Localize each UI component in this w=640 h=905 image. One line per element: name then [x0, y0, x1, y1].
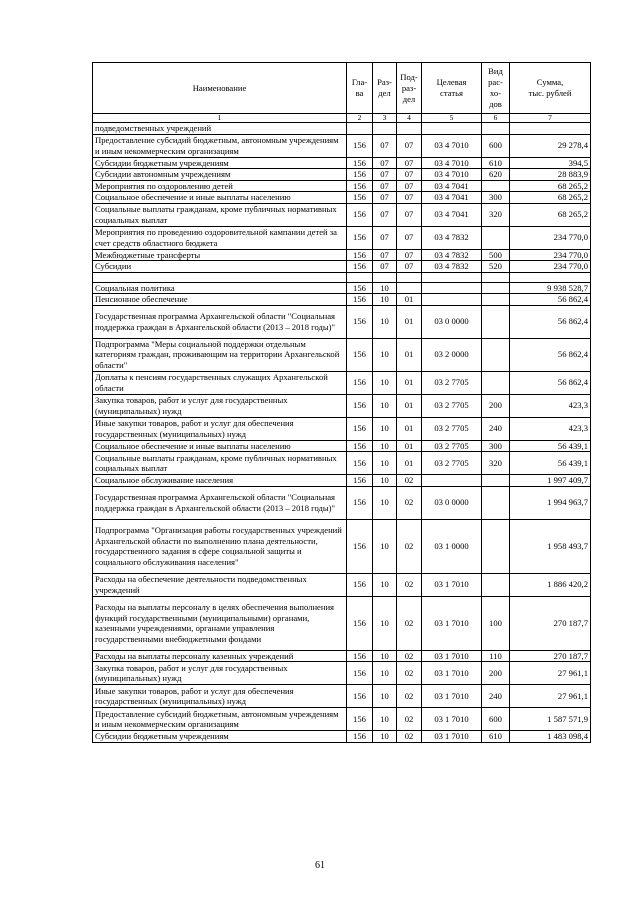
table-row — [93, 708, 591, 731]
row-expense-type — [482, 486, 510, 519]
row-amount: 28 883,9 — [510, 169, 591, 181]
table-row — [93, 662, 591, 685]
column-number: 2 — [347, 114, 373, 123]
row-chapter — [347, 272, 373, 282]
page-number: 61 — [315, 860, 325, 871]
row-expense-type: 500 — [482, 249, 510, 261]
row-target: 03 4 7041 — [422, 203, 482, 226]
row-amount: 1 886 420,2 — [510, 573, 591, 596]
row-amount: 1 483 098,4 — [510, 731, 591, 743]
row-expense-type: 610 — [482, 731, 510, 743]
table-row — [93, 685, 591, 708]
row-target: 03 1 7010 — [422, 573, 482, 596]
row-amount: 9 938 528,7 — [510, 282, 591, 294]
row-section: 10 — [373, 685, 397, 708]
row-target: 03 4 7041 — [422, 192, 482, 204]
row-name: Доплаты к пенсиям государственных служащих Архангельской области — [93, 371, 347, 394]
row-target: 03 4 7041 — [422, 180, 482, 192]
row-chapter: 156 — [347, 486, 373, 519]
row-subsection: 01 — [397, 440, 422, 452]
row-section — [373, 272, 397, 282]
row-amount: 423,3 — [510, 394, 591, 417]
row-subsection: 02 — [397, 685, 422, 708]
row-chapter: 156 — [347, 475, 373, 487]
table-row — [93, 731, 591, 743]
row-name: Иные закупки товаров, работ и услуг для обеспечения государственных (муниципальных) нужд — [93, 685, 347, 708]
row-target — [422, 294, 482, 306]
row-section: 07 — [373, 203, 397, 226]
row-target: 03 2 0000 — [422, 338, 482, 371]
row-section: 10 — [373, 338, 397, 371]
row-subsection: 07 — [397, 169, 422, 181]
row-name — [93, 272, 347, 282]
row-amount: 68 265,2 — [510, 203, 591, 226]
row-subsection: 02 — [397, 573, 422, 596]
row-name: Субсидии бюджетным учреждениям — [93, 157, 347, 169]
row-section: 10 — [373, 662, 397, 685]
row-target: 03 1 7010 — [422, 731, 482, 743]
row-target: 03 1 7010 — [422, 685, 482, 708]
table-row — [93, 452, 591, 475]
row-name: Подпрограмма "Меры социальной поддержки отдельным категориям граждан, проживающим на территории Архангельской области" — [93, 338, 347, 371]
row-subsection — [397, 282, 422, 294]
row-name: Социальные выплаты гражданам, кроме публичных нормативных социальных выплат — [93, 452, 347, 475]
row-chapter: 156 — [347, 294, 373, 306]
column-number: 3 — [373, 114, 397, 123]
row-subsection — [397, 272, 422, 282]
row-chapter: 156 — [347, 662, 373, 685]
header-target: Целевая статья — [422, 63, 482, 114]
row-chapter: 156 — [347, 731, 373, 743]
column-number: 1 — [93, 114, 347, 123]
row-subsection: 02 — [397, 475, 422, 487]
row-chapter: 156 — [347, 417, 373, 440]
table-row — [93, 417, 591, 440]
row-subsection: 02 — [397, 486, 422, 519]
row-target — [422, 123, 482, 135]
table-row — [93, 249, 591, 261]
row-subsection: 01 — [397, 338, 422, 371]
row-subsection: 01 — [397, 452, 422, 475]
row-name: подведомственных учреждений — [93, 123, 347, 135]
row-target: 03 1 7010 — [422, 708, 482, 731]
row-chapter: 156 — [347, 180, 373, 192]
row-expense-type: 200 — [482, 394, 510, 417]
table-row — [93, 169, 591, 181]
row-section: 07 — [373, 261, 397, 273]
row-subsection — [397, 123, 422, 135]
row-amount: 29 278,4 — [510, 134, 591, 157]
row-target: 03 1 7010 — [422, 662, 482, 685]
row-name: Государственная программа Архангельской области "Социальная поддержка граждан в Архангельской области (2013 – 2018 годы)" — [93, 486, 347, 519]
row-subsection: 07 — [397, 134, 422, 157]
row-section: 10 — [373, 282, 397, 294]
row-name: Предоставление субсидий бюджетным, автономным учреждениям и иным некоммерческим организациям — [93, 708, 347, 731]
row-target — [422, 475, 482, 487]
row-chapter: 156 — [347, 249, 373, 261]
row-section: 07 — [373, 134, 397, 157]
row-amount: 1 994 963,7 — [510, 486, 591, 519]
row-chapter: 156 — [347, 573, 373, 596]
row-chapter — [347, 123, 373, 135]
row-name: Субсидии — [93, 261, 347, 273]
row-name: Государственная программа Архангельской области "Социальная поддержка граждан в Архангельской области (2013 – 2018 годы)" — [93, 305, 347, 338]
row-subsection: 07 — [397, 249, 422, 261]
row-section: 10 — [373, 417, 397, 440]
table-row — [93, 371, 591, 394]
row-subsection: 07 — [397, 157, 422, 169]
row-section: 10 — [373, 394, 397, 417]
row-amount: 27 961,1 — [510, 662, 591, 685]
row-expense-type: 600 — [482, 708, 510, 731]
row-amount: 56 862,4 — [510, 371, 591, 394]
column-number: 6 — [482, 114, 510, 123]
row-expense-type — [482, 573, 510, 596]
row-section: 10 — [373, 305, 397, 338]
row-name: Закупка товаров, работ и услуг для государственных (муниципальных) нужд — [93, 662, 347, 685]
row-expense-type: 200 — [482, 662, 510, 685]
row-target: 03 4 7010 — [422, 134, 482, 157]
table-row — [93, 192, 591, 204]
row-expense-type: 320 — [482, 203, 510, 226]
row-subsection: 02 — [397, 708, 422, 731]
row-section: 10 — [373, 371, 397, 394]
table-row — [93, 338, 591, 371]
table-row — [93, 486, 591, 519]
row-subsection: 01 — [397, 371, 422, 394]
row-expense-type: 240 — [482, 417, 510, 440]
row-chapter: 156 — [347, 452, 373, 475]
row-expense-type — [482, 180, 510, 192]
row-section: 07 — [373, 169, 397, 181]
row-target: 03 4 7832 — [422, 249, 482, 261]
row-subsection: 01 — [397, 417, 422, 440]
row-name: Расходы на выплаты персоналу казенных учреждений — [93, 650, 347, 662]
table-row — [93, 294, 591, 306]
row-amount: 1 997 409,7 — [510, 475, 591, 487]
row-expense-type — [482, 371, 510, 394]
row-amount: 68 265,2 — [510, 180, 591, 192]
row-subsection: 07 — [397, 261, 422, 273]
row-amount: 423,3 — [510, 417, 591, 440]
row-amount: 56 862,4 — [510, 294, 591, 306]
table-row — [93, 596, 591, 650]
row-target: 03 4 7832 — [422, 226, 482, 249]
row-chapter: 156 — [347, 282, 373, 294]
row-chapter: 156 — [347, 519, 373, 573]
table-body — [93, 123, 591, 743]
row-expense-type: 110 — [482, 650, 510, 662]
row-chapter: 156 — [347, 134, 373, 157]
row-target: 03 2 7705 — [422, 417, 482, 440]
row-expense-type — [482, 294, 510, 306]
row-target: 03 1 7010 — [422, 650, 482, 662]
row-subsection: 02 — [397, 596, 422, 650]
row-target: 03 4 7832 — [422, 261, 482, 273]
table-row — [93, 305, 591, 338]
row-amount — [510, 123, 591, 135]
row-subsection: 01 — [397, 394, 422, 417]
row-chapter: 156 — [347, 157, 373, 169]
row-name: Социальные выплаты гражданам, кроме публичных нормативных социальных выплат — [93, 203, 347, 226]
row-section: 07 — [373, 180, 397, 192]
table-row — [93, 519, 591, 573]
row-target: 03 2 7705 — [422, 440, 482, 452]
row-target: 03 0 0000 — [422, 305, 482, 338]
table-row — [93, 650, 591, 662]
row-name: Пенсионное обеспечение — [93, 294, 347, 306]
header-section: Раз- дел — [373, 63, 397, 114]
row-chapter: 156 — [347, 226, 373, 249]
row-target: 03 0 0000 — [422, 486, 482, 519]
row-expense-type — [482, 475, 510, 487]
row-expense-type: 600 — [482, 134, 510, 157]
row-expense-type — [482, 338, 510, 371]
table-row — [93, 203, 591, 226]
header-expense-type: Вид рас- хо- дов — [482, 63, 510, 114]
table-row — [93, 272, 591, 282]
table-row — [93, 394, 591, 417]
table-row — [93, 440, 591, 452]
row-subsection: 07 — [397, 203, 422, 226]
row-name: Социальное обслуживание населения — [93, 475, 347, 487]
row-amount: 234 770,0 — [510, 261, 591, 273]
row-name: Иные закупки товаров, работ и услуг для обеспечения государственных (муниципальных) нужд — [93, 417, 347, 440]
row-section: 07 — [373, 157, 397, 169]
row-target — [422, 272, 482, 282]
row-name: Расходы на обеспечение деятельности подведомственных учреждений — [93, 573, 347, 596]
row-expense-type — [482, 282, 510, 294]
header-chapter: Гла- ва — [347, 63, 373, 114]
row-section: 10 — [373, 708, 397, 731]
table-row — [93, 261, 591, 273]
row-amount: 56 862,4 — [510, 305, 591, 338]
column-number-row — [93, 114, 591, 123]
row-subsection: 02 — [397, 519, 422, 573]
row-chapter: 156 — [347, 371, 373, 394]
row-subsection: 07 — [397, 180, 422, 192]
header-name: Наименование — [93, 63, 347, 114]
row-chapter: 156 — [347, 261, 373, 273]
table-row — [93, 475, 591, 487]
row-name: Мероприятия по проведению оздоровительной кампании детей за счет средств областного бюджета — [93, 226, 347, 249]
row-subsection: 01 — [397, 294, 422, 306]
row-chapter: 156 — [347, 708, 373, 731]
row-section: 10 — [373, 573, 397, 596]
row-subsection: 07 — [397, 226, 422, 249]
row-amount: 270 187,7 — [510, 596, 591, 650]
budget-table — [92, 62, 591, 743]
row-target: 03 2 7705 — [422, 371, 482, 394]
row-expense-type: 610 — [482, 157, 510, 169]
row-chapter: 156 — [347, 394, 373, 417]
row-expense-type — [482, 519, 510, 573]
row-chapter: 156 — [347, 338, 373, 371]
row-expense-type — [482, 305, 510, 338]
row-chapter: 156 — [347, 650, 373, 662]
row-section: 10 — [373, 486, 397, 519]
header-amount: Сумма, тыс. рублей — [510, 63, 591, 114]
row-chapter: 156 — [347, 685, 373, 708]
row-expense-type: 240 — [482, 685, 510, 708]
row-name: Социальное обеспечение и иные выплаты населению — [93, 440, 347, 452]
row-expense-type — [482, 272, 510, 282]
row-expense-type: 320 — [482, 452, 510, 475]
row-chapter: 156 — [347, 440, 373, 452]
row-name: Субсидии автономным учреждениям — [93, 169, 347, 181]
table-row — [93, 226, 591, 249]
row-amount: 68 265,2 — [510, 192, 591, 204]
row-expense-type — [482, 123, 510, 135]
row-amount: 56 439,1 — [510, 452, 591, 475]
row-section — [373, 123, 397, 135]
row-chapter: 156 — [347, 203, 373, 226]
row-target: 03 2 7705 — [422, 394, 482, 417]
row-subsection: 07 — [397, 192, 422, 204]
row-section: 10 — [373, 596, 397, 650]
table-row — [93, 123, 591, 135]
row-name: Предоставление субсидий бюджетным, автономным учреждениям и иным некоммерческим организациям — [93, 134, 347, 157]
row-name: Социальное обеспечение и иные выплаты населению — [93, 192, 347, 204]
row-target: 03 4 7010 — [422, 169, 482, 181]
row-section: 07 — [373, 192, 397, 204]
row-chapter: 156 — [347, 305, 373, 338]
row-section: 10 — [373, 519, 397, 573]
row-target: 03 1 7010 — [422, 596, 482, 650]
row-amount: 1 958 493,7 — [510, 519, 591, 573]
row-name: Мероприятия по оздоровлению детей — [93, 180, 347, 192]
row-section: 07 — [373, 226, 397, 249]
row-section: 10 — [373, 475, 397, 487]
row-subsection: 02 — [397, 731, 422, 743]
table-row — [93, 157, 591, 169]
row-target: 03 1 0000 — [422, 519, 482, 573]
row-target: 03 4 7010 — [422, 157, 482, 169]
row-amount: 1 587 571,9 — [510, 708, 591, 731]
row-expense-type: 620 — [482, 169, 510, 181]
row-name: Закупка товаров, работ и услуг для государственных (муниципальных) нужд — [93, 394, 347, 417]
row-amount: 27 961,1 — [510, 685, 591, 708]
row-amount: 234 770,0 — [510, 249, 591, 261]
table-row — [93, 282, 591, 294]
row-amount: 56 862,4 — [510, 338, 591, 371]
row-expense-type: 100 — [482, 596, 510, 650]
row-amount — [510, 272, 591, 282]
column-number: 5 — [422, 114, 482, 123]
row-section: 10 — [373, 294, 397, 306]
row-chapter: 156 — [347, 596, 373, 650]
column-number: 4 — [397, 114, 422, 123]
row-subsection: 02 — [397, 650, 422, 662]
row-name: Субсидии бюджетным учреждениям — [93, 731, 347, 743]
row-name: Межбюджетные трансферты — [93, 249, 347, 261]
row-amount: 270 187,7 — [510, 650, 591, 662]
row-amount: 234 770,0 — [510, 226, 591, 249]
row-target: 03 2 7705 — [422, 452, 482, 475]
table-row — [93, 134, 591, 157]
row-name: Расходы на выплаты персоналу в целях обеспечения выполнения функций государственными (муниципальными) органами, казенными учреждениями, органами управления государственными внебюджетными фондами — [93, 596, 347, 650]
row-expense-type — [482, 226, 510, 249]
column-number: 7 — [510, 114, 591, 123]
row-chapter: 156 — [347, 192, 373, 204]
row-section: 10 — [373, 452, 397, 475]
row-expense-type: 520 — [482, 261, 510, 273]
row-expense-type: 300 — [482, 192, 510, 204]
row-section: 10 — [373, 731, 397, 743]
table-row — [93, 573, 591, 596]
row-section: 10 — [373, 650, 397, 662]
row-chapter: 156 — [347, 169, 373, 181]
row-target — [422, 282, 482, 294]
row-subsection: 02 — [397, 662, 422, 685]
table-row — [93, 180, 591, 192]
row-section: 10 — [373, 440, 397, 452]
row-name: Подпрограмма "Организация работы государственных учреждений Архангельской области по выполнению плана деятельности, государственного задания в сфере социальной защиты и социального обслуживания населения" — [93, 519, 347, 573]
row-name: Социальная политика — [93, 282, 347, 294]
row-amount: 56 439,1 — [510, 440, 591, 452]
header-row — [93, 63, 591, 114]
row-subsection: 01 — [397, 305, 422, 338]
header-subsection: Под- раз- дел — [397, 63, 422, 114]
row-expense-type: 300 — [482, 440, 510, 452]
row-amount: 394,5 — [510, 157, 591, 169]
row-section: 07 — [373, 249, 397, 261]
